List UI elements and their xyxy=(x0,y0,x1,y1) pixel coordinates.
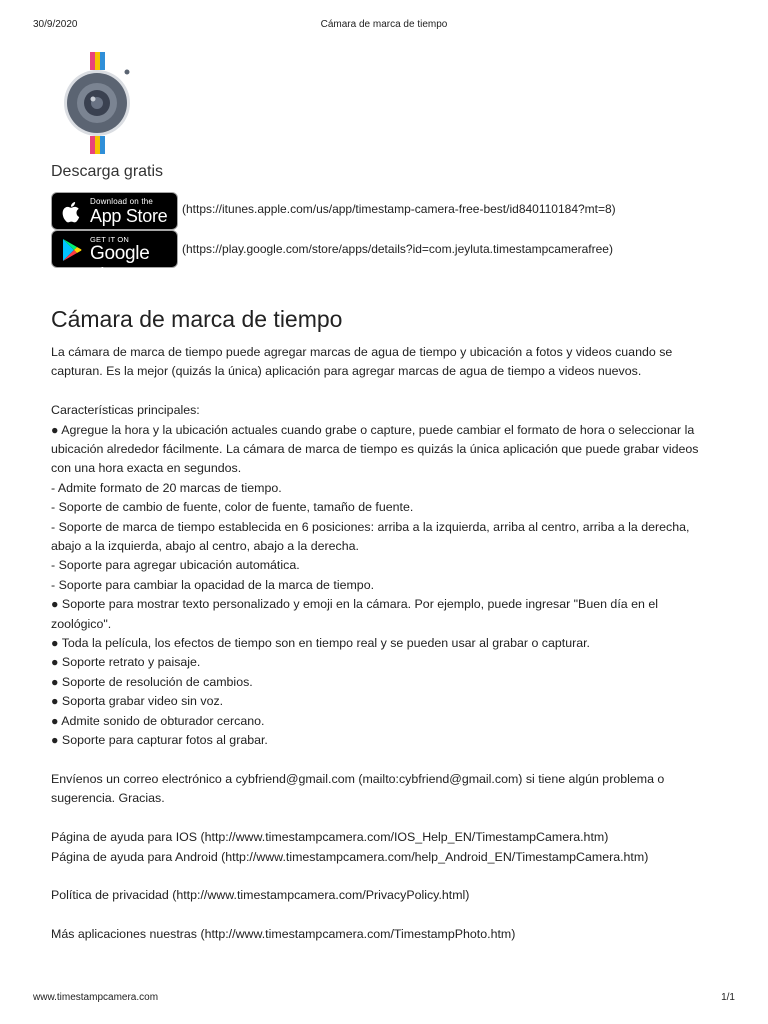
privacy-policy-link[interactable]: Política de privacidad (http://www.timestampcamera.com/PrivacyPolicy.html) xyxy=(51,888,470,903)
print-date: 30/9/2020 xyxy=(33,19,78,30)
article-title: Cámara de marca de tiempo xyxy=(51,306,343,332)
feature-item: - Soporte para cambiar la opacidad de la marca de tiempo. xyxy=(51,577,375,592)
feature-item: ● Soporte para capturar fotos al grabar. xyxy=(51,733,268,748)
features-heading: Características principales: xyxy=(51,403,200,418)
contact-paragraph[interactable]: Envíenos un correo electrónico a cybfriend@gmail.com (mailto:cybfriend@gmail.com) si tiene algún problema o sugerencia. Gracias. xyxy=(51,771,665,806)
feature-item: ● Soporte de resolución de cambios. xyxy=(51,674,253,689)
feature-item: - Admite formato de 20 marcas de tiempo. xyxy=(51,480,282,495)
feature-item: ● Soporte retrato y paisaje. xyxy=(51,655,201,670)
article-body xyxy=(51,343,721,945)
feature-item: ● Soporta grabar video sin voz. xyxy=(51,694,224,709)
google-play-link[interactable]: (https://play.google.com/store/apps/details?id=com.jeyluta.timestampcamerafree) xyxy=(182,242,613,256)
print-title: Cámara de marca de tiempo xyxy=(320,19,448,30)
feature-item: ● Soporte para mostrar texto personalizado y emoji en la cámara. Por ejemplo, puede ingresar "Buen día en el zoológico". xyxy=(51,597,658,631)
feature-item: ● Agregue la hora y la ubicación actuales cuando grabe o capture, puede cambiar el formato de hora o seleccionar la ubicación alrededor fácilmente. La cámara de marca de tiempo es quizás la única aplicación que puede grabar videos con una hora exacta en segundos. xyxy=(51,422,699,476)
feature-item: - Soporte para agregar ubicación automática. xyxy=(51,558,300,573)
apple-icon xyxy=(60,199,84,225)
footer-url: www.timestampcamera.com xyxy=(33,992,159,1003)
help-ios-link[interactable]: Página de ayuda para IOS (http://www.timestampcamera.com/IOS_Help_EN/TimestampCamera.htm) xyxy=(51,830,609,845)
help-android-link[interactable]: Página de ayuda para Android (http://www.timestampcamera.com/help_Android_EN/TimestampCamera.htm) xyxy=(51,849,649,864)
feature-item: ● Admite sonido de obturador cercano. xyxy=(51,713,265,728)
page-number: 1/1 xyxy=(721,992,735,1003)
features-list xyxy=(51,421,721,751)
app-store-badge[interactable] xyxy=(51,192,178,230)
app-store-link[interactable]: (https://itunes.apple.com/us/app/timestamp-camera-free-best/id840110184?mt=8) xyxy=(182,202,616,216)
app-store-big-text: App Store xyxy=(90,206,168,226)
google-play-badge[interactable] xyxy=(51,230,178,286)
google-play-small-text: GET IT ON xyxy=(90,235,130,244)
google-play-icon xyxy=(60,237,84,263)
camera-app-icon xyxy=(60,52,136,156)
intro-paragraph: La cámara de marca de tiempo puede agregar marcas de agua de tiempo y ubicación a fotos y videos cuando se capturan. Es la mejor (quizás la única) aplicación para agregar marcas de agua de tiempo a videos nuevos. xyxy=(51,345,673,379)
google-play-big-text: Google play xyxy=(90,243,150,286)
app-store-small-text: Download on the xyxy=(90,197,154,206)
feature-item: ● Toda la película, los efectos de tiempo son en tiempo real y se pueden usar al grabar o capturar. xyxy=(51,636,590,651)
feature-item: - Soporte de marca de tiempo establecida en 6 posiciones: arriba a la izquierda, arriba al centro, arriba a la derecha, abajo a la izquierda, abajo al centro, abajo a la derecha. xyxy=(51,519,690,554)
download-free-label: Descarga gratis xyxy=(51,163,164,180)
more-apps-link[interactable]: Más aplicaciones nuestras (http://www.timestampcamera.com/TimestampPhoto.htm) xyxy=(51,927,516,942)
feature-item: - Soporte de cambio de fuente, color de fuente, tamaño de fuente. xyxy=(51,500,414,515)
